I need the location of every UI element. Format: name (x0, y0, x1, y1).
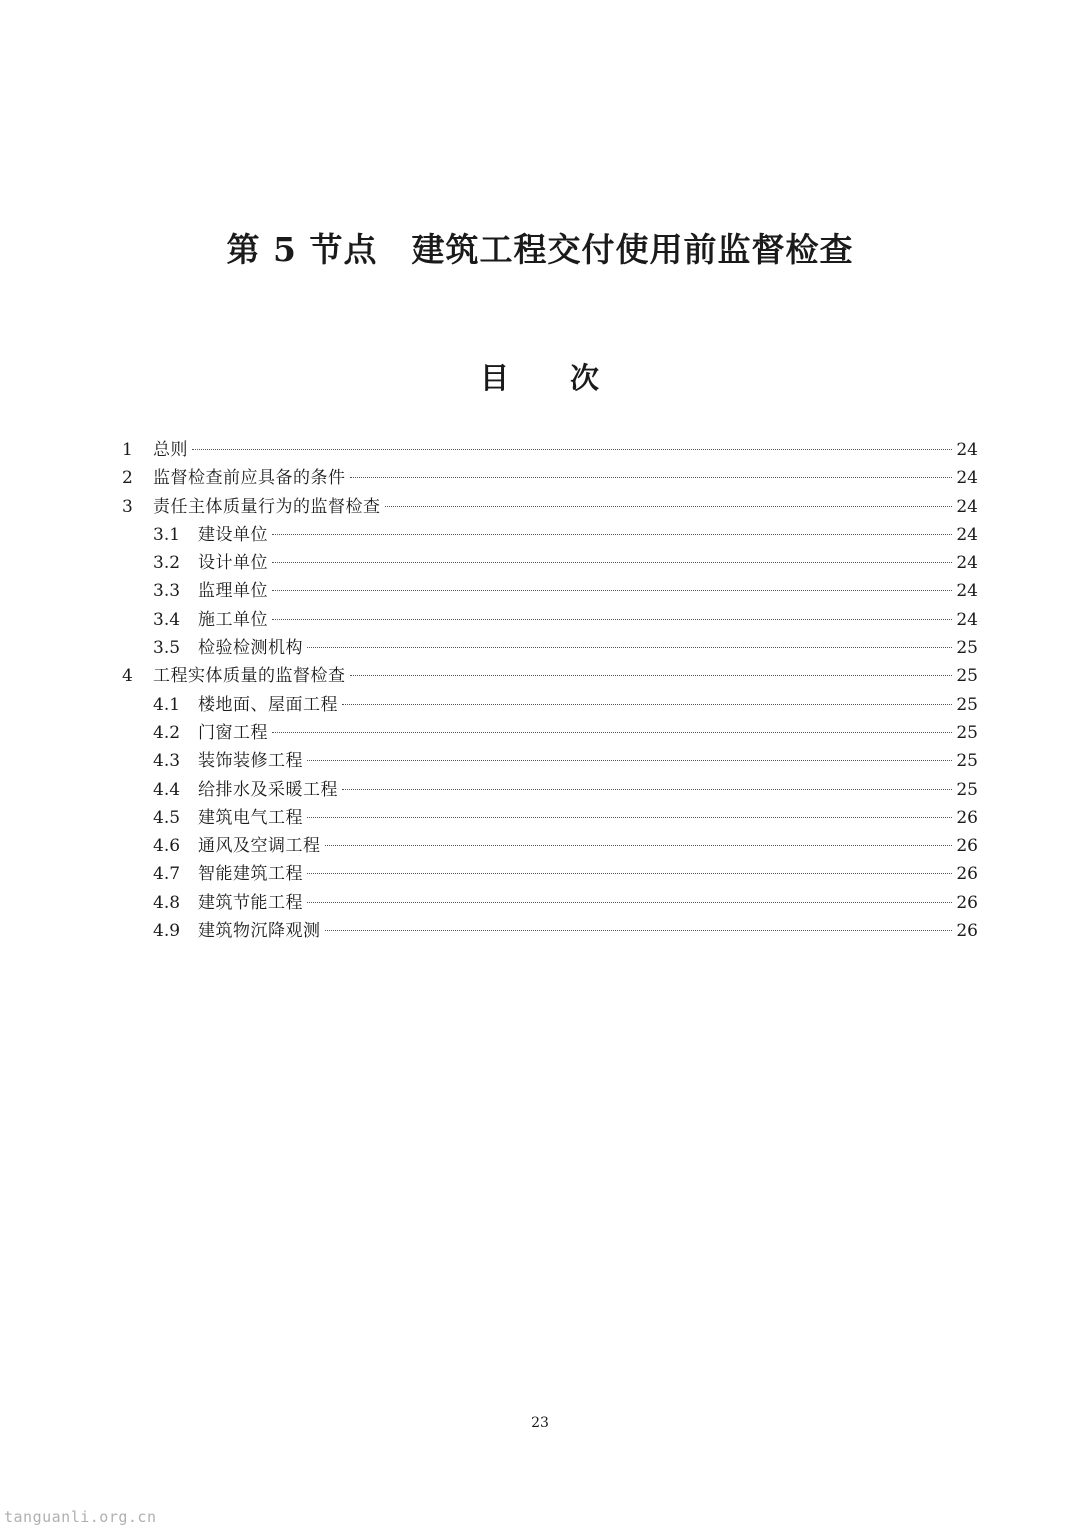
toc-entry[interactable] (122, 917, 978, 945)
toc-entry[interactable] (122, 889, 978, 917)
toc-entry[interactable] (122, 747, 978, 775)
toc-entry-title: 监理单位 (198, 581, 268, 602)
toc-entry-title: 责任主体质量行为的监督检查 (153, 496, 381, 517)
toc-entry-number: 4.2 (153, 722, 181, 743)
toc-entry-page: 25 (956, 779, 978, 800)
toc-entry[interactable] (122, 832, 978, 860)
toc-entry-title: 建设单位 (198, 524, 268, 545)
toc-entry-title: 施工单位 (198, 609, 268, 630)
toc-entry-title: 建筑电气工程 (198, 807, 303, 828)
toc-dot-leader (307, 760, 952, 761)
toc-entry-number: 1 (122, 440, 133, 460)
toc-entry-number: 3.3 (153, 581, 181, 602)
toc-entry-page: 26 (956, 921, 978, 942)
toc-dot-leader (342, 704, 952, 705)
toc-dot-leader (350, 675, 953, 676)
toc-dot-leader (307, 647, 952, 648)
toc-entry-page: 24 (956, 609, 978, 630)
toc-dot-leader (385, 506, 953, 507)
toc-dot-leader (272, 732, 952, 733)
toc-entry[interactable] (122, 691, 978, 719)
toc-entry-page: 25 (956, 751, 978, 772)
toc-entry-number: 3.5 (153, 638, 181, 659)
toc-entry-page: 26 (956, 864, 978, 885)
toc-entry-number: 4.7 (153, 864, 181, 885)
toc-entry-page: 26 (956, 836, 978, 857)
toc-dot-leader (272, 590, 952, 591)
toc-dot-leader (342, 789, 952, 790)
toc-entry-number: 4.1 (153, 694, 181, 715)
toc-entry-number: 3 (122, 496, 133, 517)
toc-entry-page: 24 (956, 524, 978, 545)
toc-entry-title: 建筑节能工程 (198, 892, 303, 913)
toc-entry-number: 4.3 (153, 751, 181, 772)
toc-entry[interactable] (122, 577, 978, 605)
toc-entry-page: 25 (956, 722, 978, 743)
toc-entry[interactable] (122, 549, 978, 577)
toc-dot-leader (192, 449, 952, 450)
toc-entry-number: 4.4 (153, 779, 181, 800)
toc-entry-page: 24 (956, 553, 978, 574)
toc-entry[interactable] (122, 634, 978, 662)
toc-entry-number: 3.4 (153, 609, 181, 630)
toc-entry[interactable] (122, 776, 978, 804)
toc-entry-title: 建筑物沉降观测 (198, 921, 321, 942)
toc-entry-number: 2 (122, 468, 133, 489)
toc-entry[interactable] (122, 804, 978, 832)
toc-entry-page: 25 (956, 666, 978, 687)
toc-entry-title: 智能建筑工程 (198, 864, 303, 885)
watermark: tanguanli.org.cn (4, 1508, 157, 1526)
toc-entry-page: 25 (956, 638, 978, 659)
toc-entry-page: 24 (956, 440, 978, 460)
toc-entry[interactable] (122, 521, 978, 549)
toc-entry-title: 检验检测机构 (198, 638, 303, 659)
toc-entry-number: 4.8 (153, 892, 181, 913)
toc-entry-title: 装饰装修工程 (198, 751, 303, 772)
toc-entry[interactable] (122, 662, 978, 690)
toc-entry-title: 监督检查前应具备的条件 (153, 468, 346, 489)
toc-dot-leader (350, 477, 953, 478)
toc-entry-page: 26 (956, 892, 978, 913)
toc-entry-title: 给排水及采暖工程 (198, 779, 338, 800)
toc-entry-number: 4 (122, 666, 133, 687)
toc-entry-page: 24 (956, 496, 978, 517)
toc-dot-leader (325, 845, 953, 846)
toc-dot-leader (307, 817, 952, 818)
toc-entry-number: 4.9 (153, 921, 181, 942)
toc-entry[interactable] (122, 493, 978, 521)
toc-entry-page: 26 (956, 807, 978, 828)
toc-entry-title: 楼地面、屋面工程 (198, 694, 338, 715)
toc-entry-title: 总则 (153, 440, 188, 460)
toc-entry-number: 3.2 (153, 553, 181, 574)
page-number: 23 (531, 1415, 549, 1431)
toc-dot-leader (272, 562, 952, 563)
toc-entry-page: 24 (956, 581, 978, 602)
toc-entry[interactable] (122, 464, 978, 492)
toc-entry-number: 3.1 (153, 524, 181, 545)
table-of-contents (122, 436, 978, 945)
toc-entry[interactable] (122, 606, 978, 634)
toc-dot-leader (325, 930, 953, 931)
toc-dot-leader (272, 534, 952, 535)
toc-heading: 目 次 (479, 361, 600, 395)
toc-entry-page: 25 (956, 694, 978, 715)
toc-entry-title: 设计单位 (198, 553, 268, 574)
toc-entry-number: 4.6 (153, 836, 181, 857)
toc-entry-page: 24 (956, 468, 978, 489)
toc-entry[interactable] (122, 436, 978, 464)
toc-entry[interactable] (122, 719, 978, 747)
toc-entry-title: 通风及空调工程 (198, 836, 321, 857)
toc-entry-number: 4.5 (153, 807, 181, 828)
toc-entry-title: 门窗工程 (198, 722, 268, 743)
toc-dot-leader (307, 902, 952, 903)
toc-entry-title: 工程实体质量的监督检查 (153, 666, 346, 687)
toc-dot-leader (307, 873, 952, 874)
document-title: 第 5 节点 建筑工程交付使用前监督检查 (226, 230, 854, 269)
toc-entry[interactable] (122, 860, 978, 888)
toc-dot-leader (272, 619, 952, 620)
